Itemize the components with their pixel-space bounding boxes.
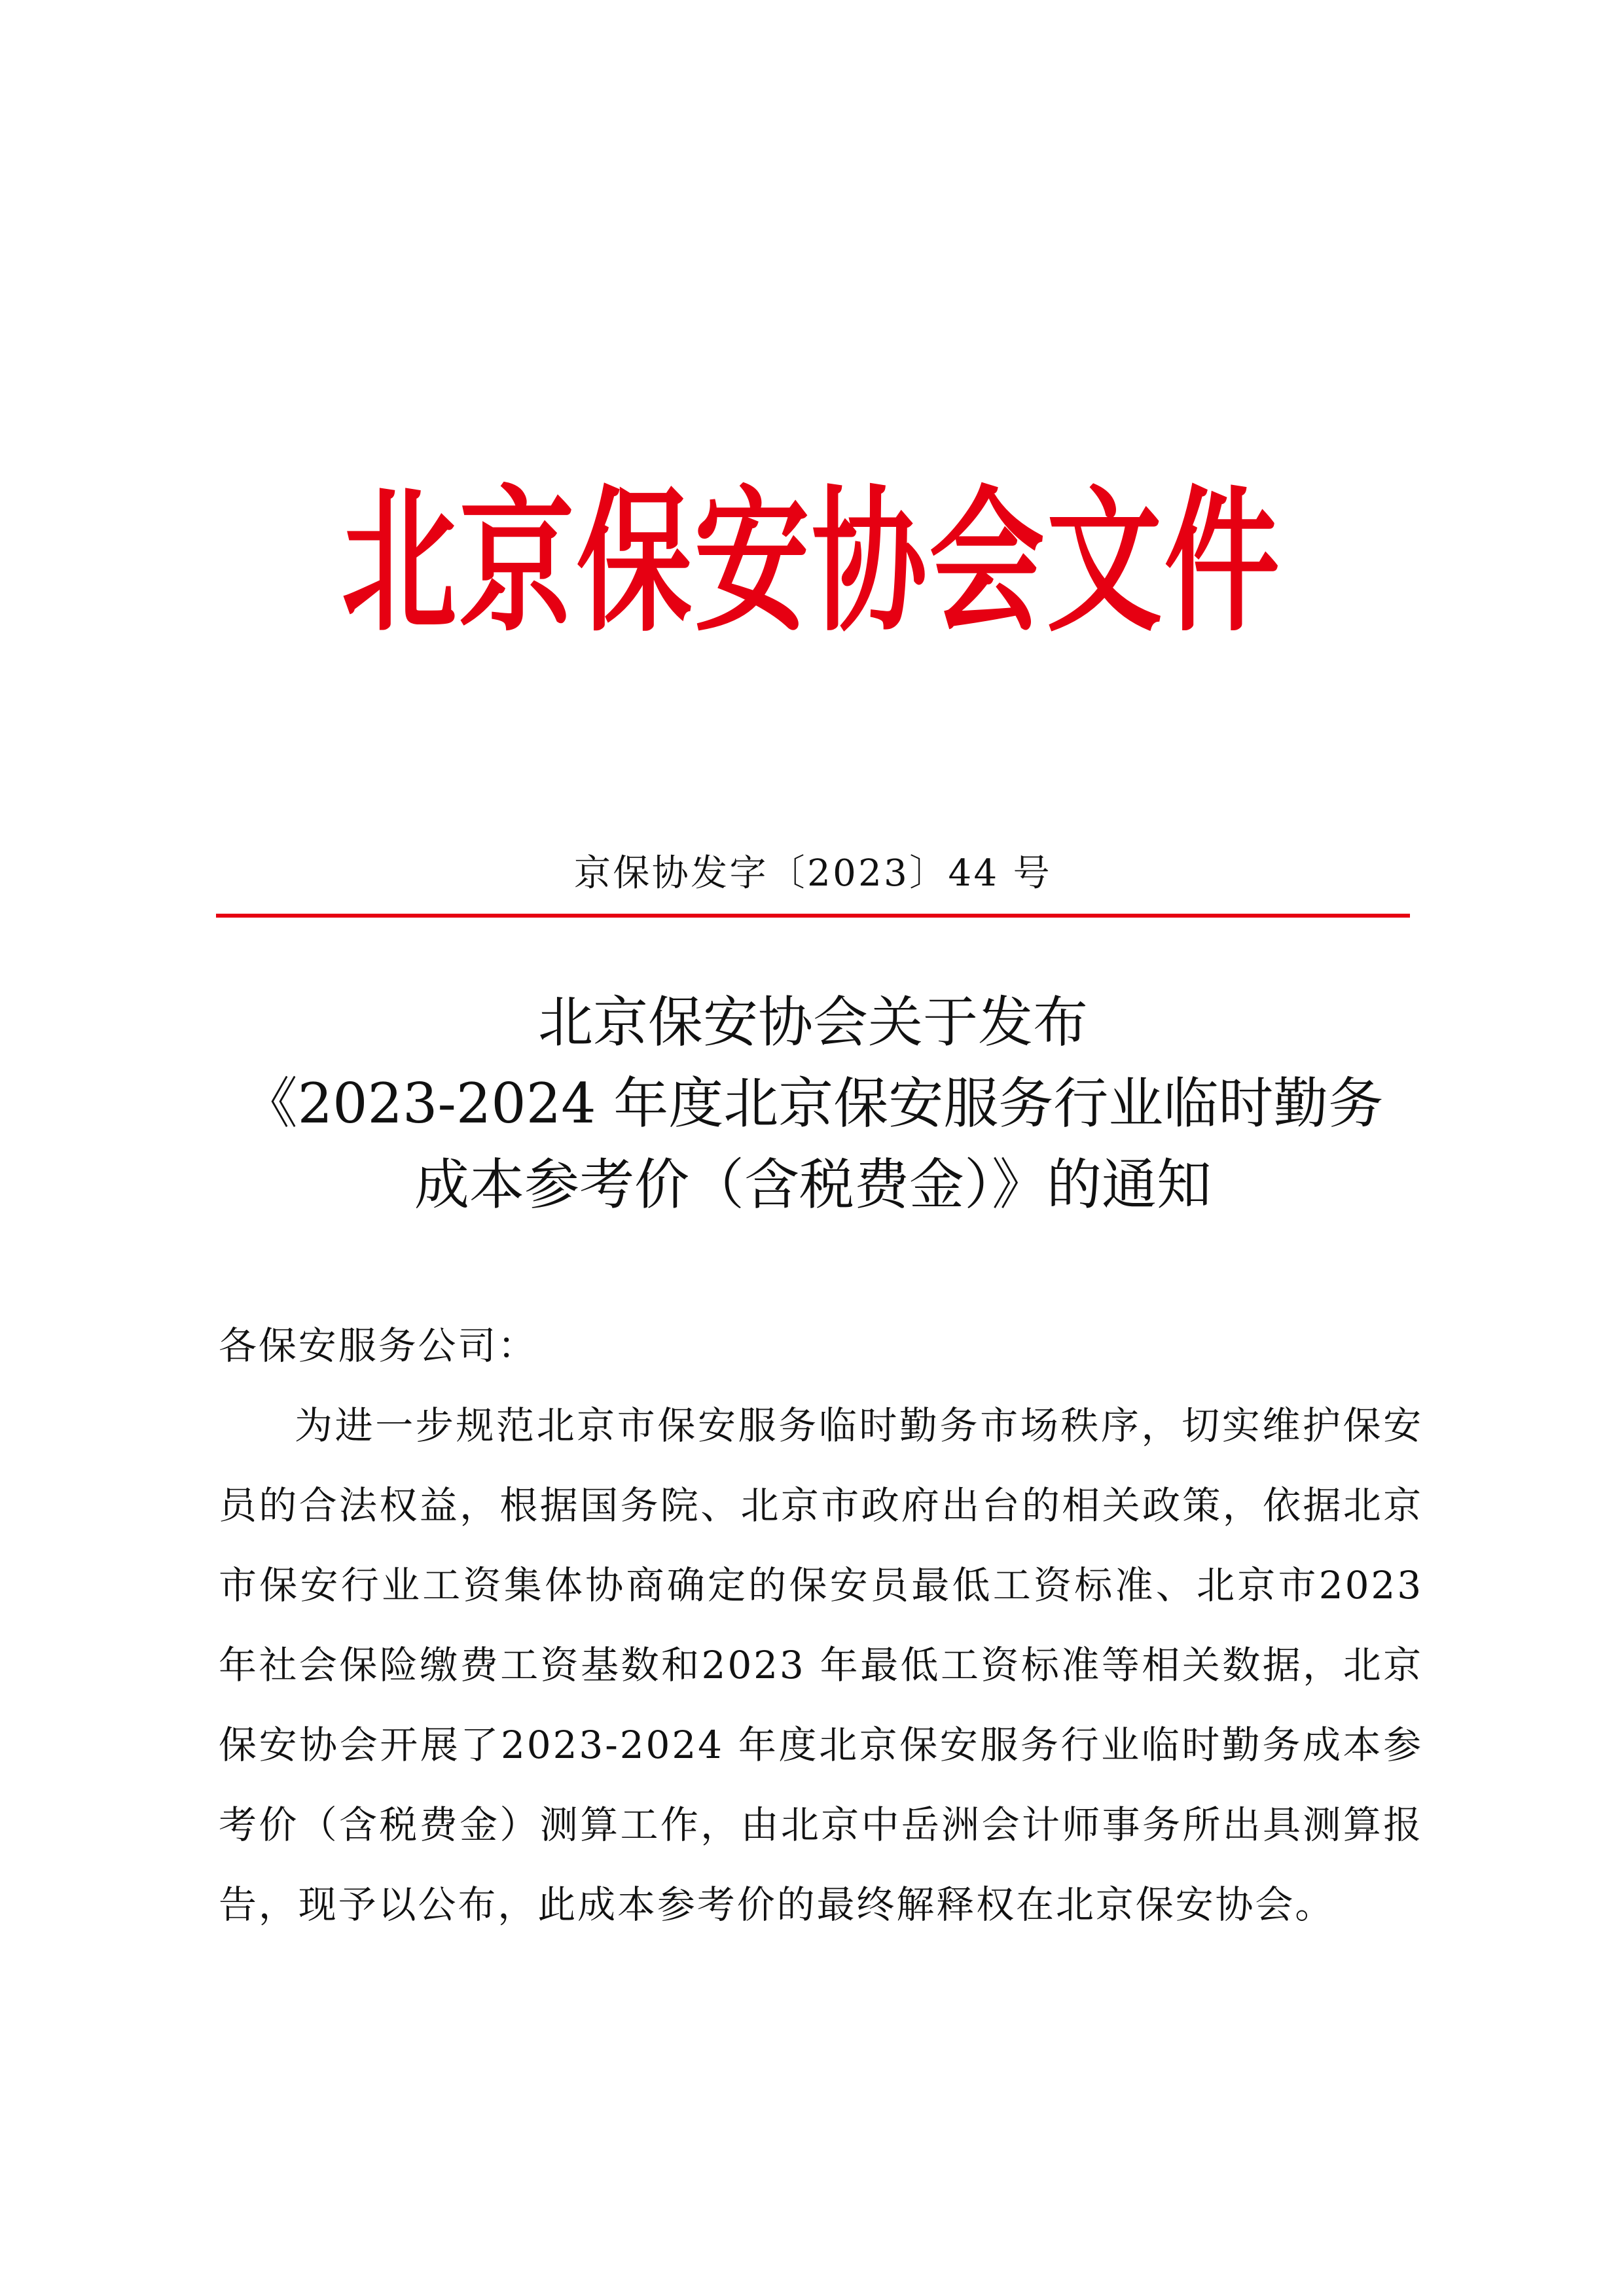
notice-title-line-2: 《2023-2024 年度北京保安服务行业临时勤务	[242, 1071, 1384, 1136]
notice-title-line-1: 北京保安协会关于发布	[537, 990, 1088, 1054]
red-separator-line	[216, 914, 1410, 918]
document-number: 京保协发字〔2023〕44 号	[574, 852, 1052, 895]
notice-title-line-3: 成本参考价（含税费金）》的通知	[414, 1153, 1212, 1217]
notice-body	[219, 1306, 1423, 1945]
salutation: 各保安服务公司：	[219, 1323, 538, 1368]
document-masthead: 北京保安协会文件	[341, 471, 1282, 653]
body-paragraph: 为进一步规范北京市保安服务临时勤务市场秩序，切实维护保安员的合法权益，根据国务院、北京市政府出台的相关政策，依据北京市保安行业工资集体协商确定的保安员最低工资标准、北京市2023 年社会保险缴费工资基数和2023 年最低工资标准等相关数据，北京保安协会开展了2023-2024 年度北京保安服务行业临时勤务成本参考价（含税费金）测算工作，由北京中岳洲会计师事务所出具测算报告，现予以公布，此成本参考价的最终解释权在北京保安协会。	[219, 1403, 1423, 1927]
notice-title	[164, 982, 1462, 1225]
